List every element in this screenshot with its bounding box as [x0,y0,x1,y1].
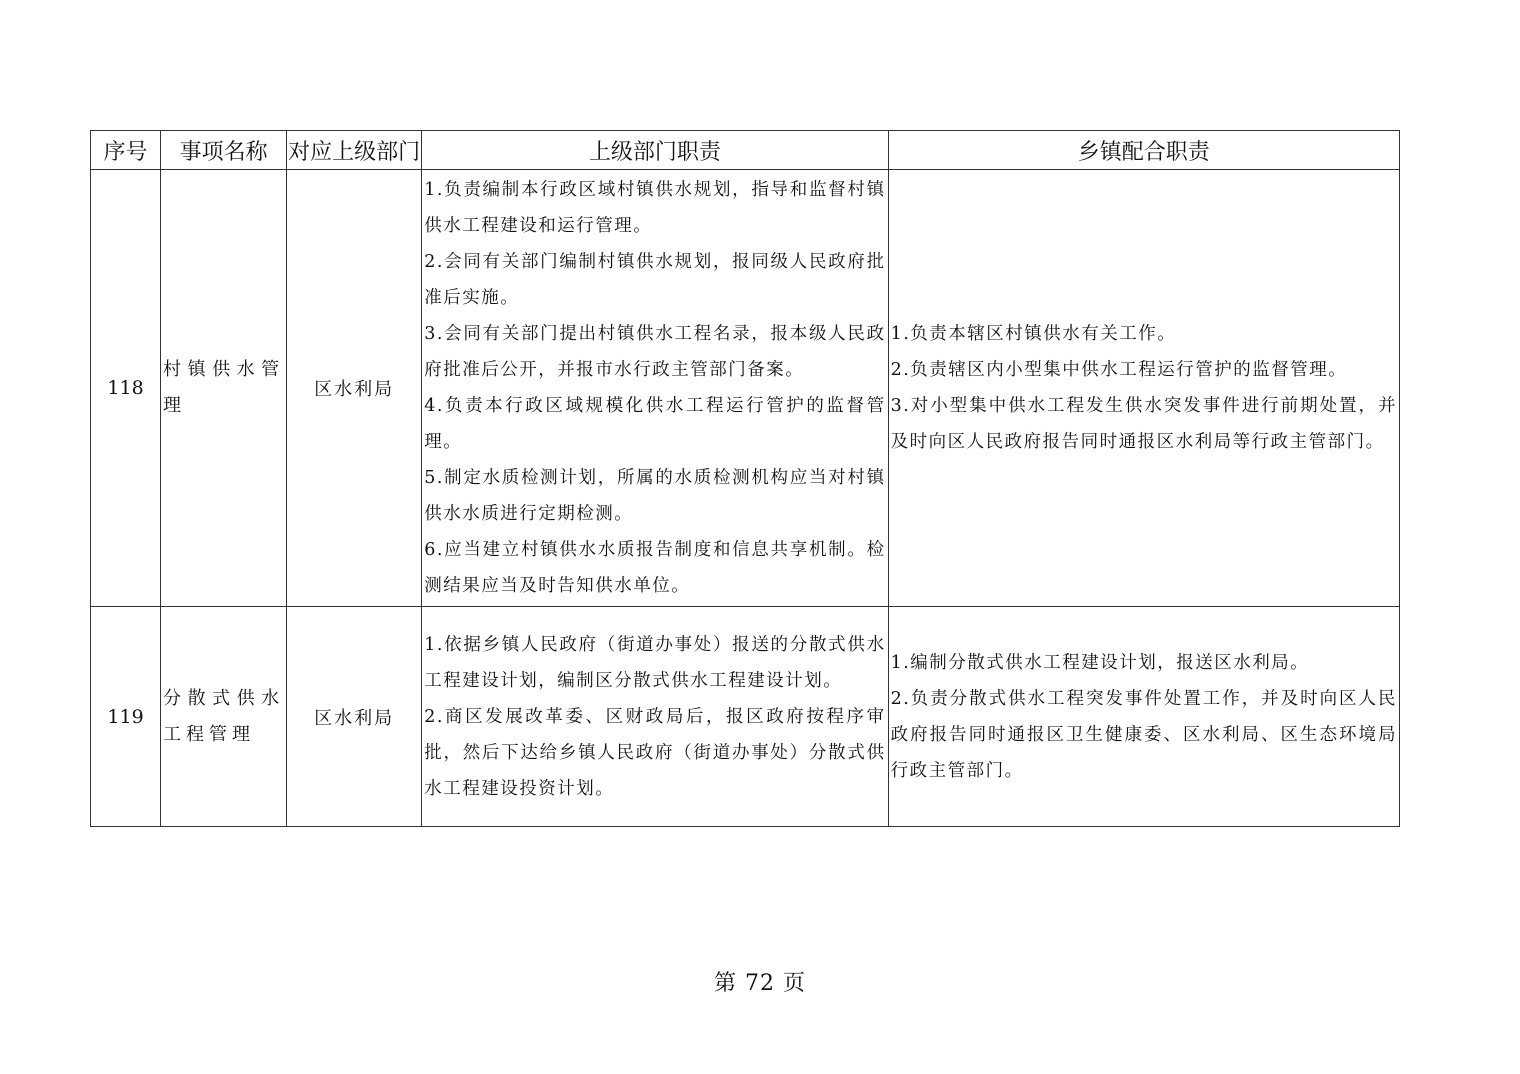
duty-item: 4.负责本行政区域规模化供水工程运行管护的监督管理。 [424,396,886,452]
upper-duty-cell [422,607,888,827]
duty-item: 3.对小型集中供水工程发生供水突发事件进行前期处置，并及时向区人民政府报告同时通报区水利局等行政主管部门。 [890,396,1397,452]
duty-item: 2.负责分散式供水工程突发事件处置工作，并及时向区人民政府报告同时通报区卫生健康委、区水利局、区生态环境局行政主管部门。 [890,688,1397,781]
duty-item: 5.制定水质检测计划，所属的水质检测机构应当对村镇供水水质进行定期检测。 [424,468,886,524]
item-name: 分散式供水工程管理 [161,607,287,827]
table-row [91,170,1400,607]
duty-item: 3.会同有关部门提出村镇供水工程名录，报本级人民政府批准后公开，并报市水行政主管部门备案。 [424,324,886,380]
table-header-row [91,131,1400,170]
duty-item: 1.负责编制本行政区域村镇供水规划，指导和监督村镇供水工程建设和运行管理。 [424,180,886,236]
header-town-duty: 乡镇配合职责 [888,131,1399,170]
duty-item: 6.应当建立村镇供水水质报告制度和信息共享机制。检测结果应当及时告知供水单位。 [424,540,886,596]
upper-dept: 区水利局 [287,607,422,827]
duty-item: 1.依据乡镇人民政府（街道办事处）报送的分散式供水工程建设计划，编制区分散式供水工程建设计划。 [424,634,886,691]
upper-dept: 区水利局 [287,170,422,607]
duty-item: 2.负责辖区内小型集中供水工程运行管护的监督管理。 [890,360,1348,380]
town-duty-cell [888,607,1399,827]
header-upper-dept: 对应上级部门 [287,131,422,170]
duty-table [90,130,1400,827]
page-number: 第 72 页 [714,971,806,996]
town-duty-cell [888,170,1399,607]
header-item-name: 事项名称 [161,131,287,170]
row-number: 118 [91,170,161,607]
duty-item: 2.商区发展改革委、区财政局后，报区政府按程序审批，然后下达给乡镇人民政府（街道办事处）分散式供水工程建设投资计划。 [424,706,886,799]
duty-item: 1.编制分散式供水工程建设计划，报送区水利局。 [890,652,1310,673]
row-number: 119 [91,607,161,827]
upper-duty-cell [422,170,888,607]
header-upper-duty: 上级部门职责 [422,131,888,170]
table-row [91,607,1400,827]
duty-item: 2.会同有关部门编制村镇供水规划，报同级人民政府批准后实施。 [424,252,886,308]
duty-item: 1.负责本辖区村镇供水有关工作。 [890,324,1177,344]
header-no: 序号 [91,131,161,170]
item-name: 村镇供水管理 [161,170,287,607]
